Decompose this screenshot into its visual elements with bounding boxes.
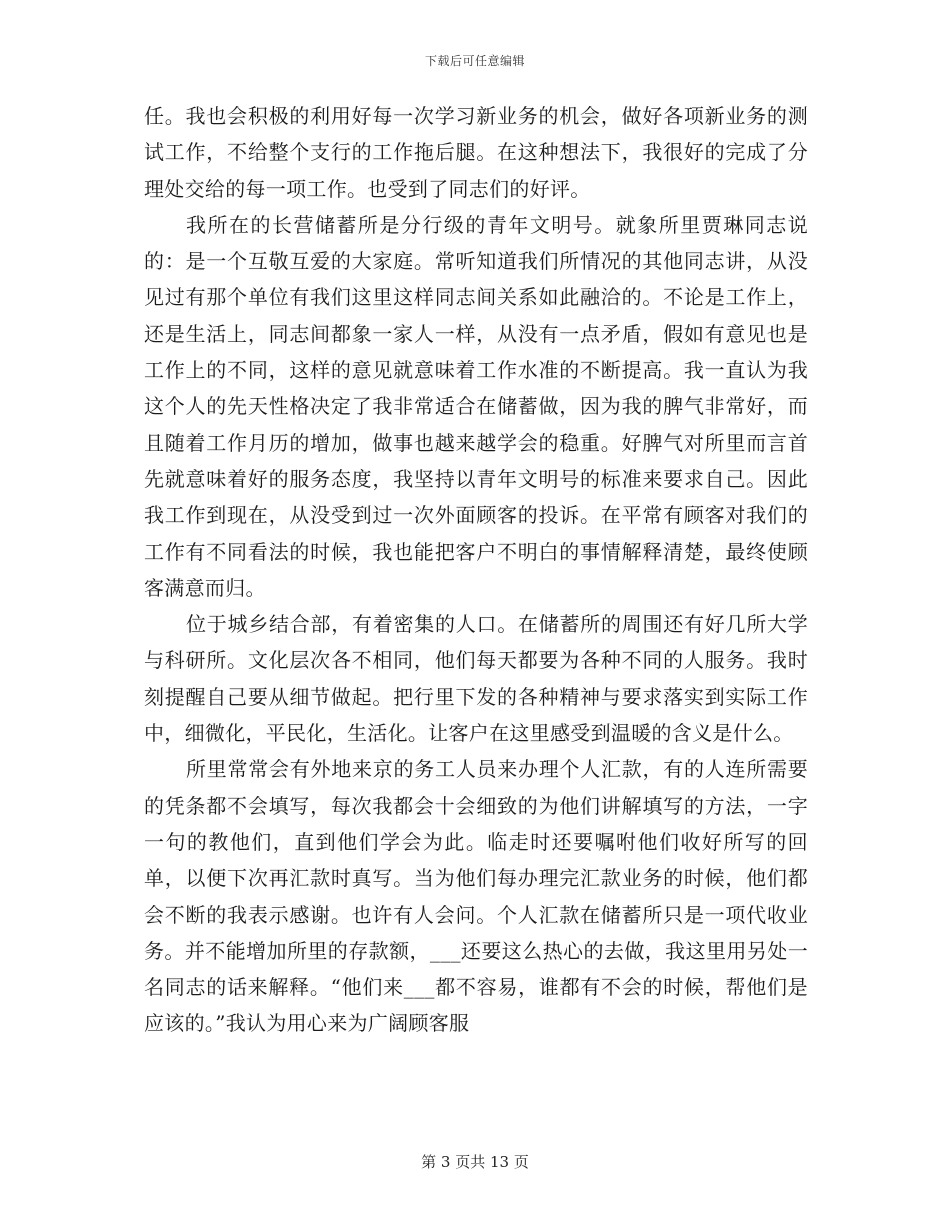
paragraph-2: 我所在的长营储蓄所是分行级的青年文明号。就象所里贾琳同志说的：是一个互敬互爱的大家庭。常听知道我们所情况的其他同志讲，从没见过有那个单位有我们这里这样同志间关系如此融洽的。不论是工作上，还是生活上，同志间都象一家人一样，从没有一点矛盾，假如有意见也是工作上的不同，这样的意见就意味着工作水准的不断提高。我一直认为我这个人的先天性格决定了我非常适合在储蓄做，因为我的脾气非常好，而且随着工作月历的增加，做事也越来越学会的稳重。好脾气对所里而言首先就意味着好的服务态度，我坚持以青年文明号的标准来要求自己。因此我工作到现在，从没受到过一次外面顾客的投诉。在平常有顾客对我们的工作有不同看法的时候，我也能把客户不明白的事情解释清楚，最终使顾客满意而归。 [144,212,808,600]
document-body [144,98,808,1042]
paragraph-4: 所里常常会有外地来京的务工人员来办理个人汇款，有的人连所需要的凭条都不会填写，每次我都会十会细致的为他们讲解填写的方法，一字一句的教他们，直到他们学会为此。临走时还要嘱咐他们收好所写的回单，以便下次再汇款时真写。当为他们每办理完汇款业务的时候，他们都会不断的我表示感谢。也许有人会问。个人汇款在储蓄所只是一项代收业务。并不能增加所里的存款额，___还要这么热心的去做，我这里用另处一名同志的话来解释。“他们来___都不容易，谁都有不会的时候，帮他们是应该的。”我认为用心来为广阔顾客服 [144,757,808,1036]
page-number-footer: 第 3 页共 13 页 [421,1153,529,1171]
page-header: 下载后可任意编辑 [424,54,525,68]
paragraph-3: 位于城乡结合部，有着密集的人口。在储蓄所的周围还有好几所大学与科研所。文化层次各不相同，他们每天都要为各种不同的人服务。我时刻提醒自己要从细节做起。把行里下发的各种精神与要求落实到实际工作中，细微化，平民化，生活化。让客户在这里感受到温暖的含义是什么。 [144,612,808,746]
paragraph-1: 任。我也会积极的利用好每一次学习新业务的机会，做好各项新业务的测试工作，不给整个支行的工作拖后腿。在这种想法下，我很好的完成了分理处交给的每一项工作。也受到了同志们的好评。 [144,104,808,201]
